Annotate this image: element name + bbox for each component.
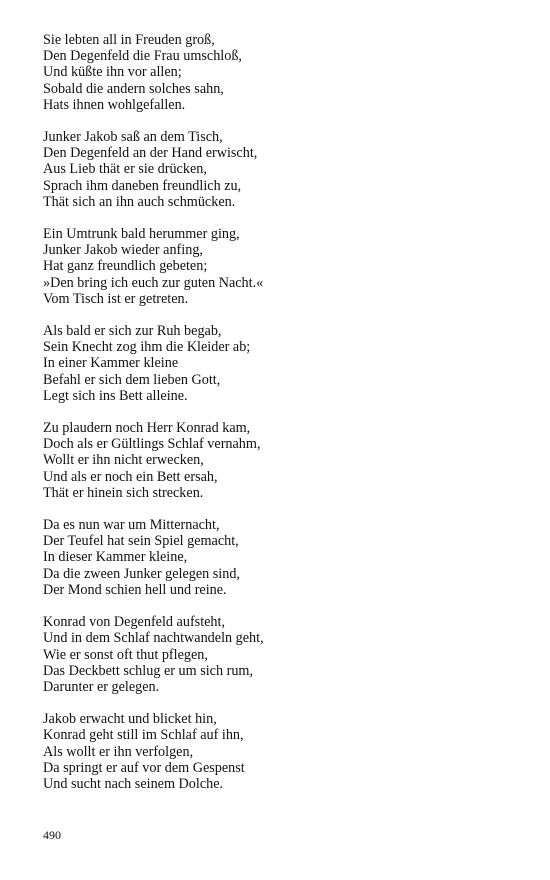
- verse-line: Konrad geht still im Schlaf auf ihn,: [43, 727, 244, 744]
- verse-line: Und sucht nach seinem Dolche.: [43, 775, 224, 792]
- verse-line: Da die zween Junker gelegen sind,: [43, 565, 240, 582]
- verse-line: Das Deckbett schlug er um sich rum,: [43, 662, 253, 679]
- verse-line: Zu plaudern noch Herr Konrad kam,: [43, 420, 251, 437]
- verse-line: Und als er noch ein Bett ersah,: [43, 468, 218, 485]
- verse-line: Wollt er ihn nicht erwecken,: [43, 452, 204, 469]
- verse-line: Da es nun war um Mitternacht,: [43, 517, 220, 534]
- verse-line: Sprach ihm daneben freundlich zu,: [43, 177, 242, 194]
- stanza: [43, 517, 523, 598]
- verse-line: Ein Umtrunk bald herummer ging,: [43, 226, 240, 243]
- verse-line: Wie er sonst oft thut pflegen,: [43, 646, 208, 663]
- stanza: [43, 420, 523, 501]
- verse-line: Als wollt er ihn verfolgen,: [43, 743, 194, 760]
- stanza: [43, 614, 523, 695]
- verse-line: Sie lebten all in Freuden groß,: [43, 32, 215, 48]
- stanza: [43, 129, 523, 210]
- verse-line: Junker Jakob wieder anfing,: [43, 242, 203, 259]
- verse-line: Junker Jakob saß an dem Tisch,: [43, 129, 223, 146]
- verse-line: Vom Tisch ist er getreten.: [43, 290, 189, 307]
- verse-line: Sein Knecht zog ihm die Kleider ab;: [43, 339, 251, 356]
- verse-line: »Den bring ich euch zur guten Nacht.«: [43, 274, 264, 291]
- verse-line: In einer Kammer kleine: [43, 355, 179, 372]
- stanza: [43, 711, 523, 792]
- verse-line: Aus Lieb thät er sie drücken,: [43, 161, 207, 178]
- verse-line: Den Degenfeld die Frau umschloß,: [43, 48, 242, 65]
- verse-line: Thät sich an ihn auch schmücken.: [43, 193, 236, 210]
- verse-line: In dieser Kammer kleine,: [43, 549, 188, 566]
- verse-line: Befahl er sich dem lieben Gott,: [43, 371, 221, 388]
- verse-line: Der Teufel hat sein Spiel gemacht,: [43, 533, 239, 550]
- verse-line: Da springt er auf vor dem Gespenst: [43, 759, 245, 776]
- verse-line: Thät er hinein sich strecken.: [43, 484, 204, 501]
- page-number: 490: [43, 828, 61, 842]
- verse-line: Als bald er sich zur Ruh begab,: [43, 323, 222, 340]
- verse-line: Sobald die andern solches sahn,: [43, 80, 224, 97]
- stanza: [43, 32, 523, 113]
- verse-line: Jakob erwacht und blicket hin,: [43, 711, 217, 728]
- verse-line: Und in dem Schlaf nachtwandeln geht,: [43, 630, 264, 647]
- verse-line: Hats ihnen wohlgefallen.: [43, 96, 186, 113]
- verse-line: Darunter er gelegen.: [43, 678, 160, 695]
- poem-body: [43, 32, 523, 808]
- verse-line: Und küßte ihn vor allen;: [43, 64, 182, 81]
- verse-line: Der Mond schien hell und reine.: [43, 581, 227, 598]
- verse-line: Konrad von Degenfeld aufsteht,: [43, 614, 226, 631]
- verse-line: Doch als er Gültlings Schlaf vernahm,: [43, 436, 261, 453]
- verse-line: Den Degenfeld an der Hand erwischt,: [43, 145, 258, 162]
- verse-line: Legt sich ins Bett alleine.: [43, 387, 188, 404]
- verse-line: Hat ganz freundlich gebeten;: [43, 258, 208, 275]
- stanza: [43, 323, 523, 404]
- stanza: [43, 226, 523, 307]
